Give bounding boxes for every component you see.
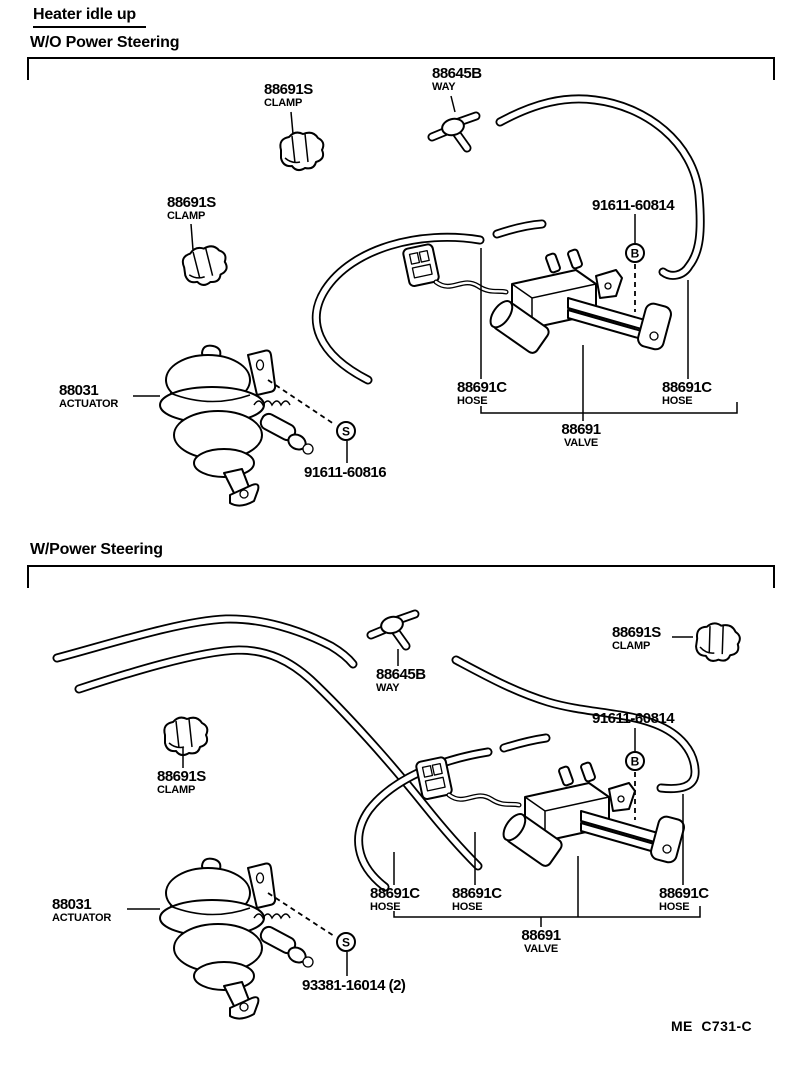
svg-text:S: S <box>341 935 351 950</box>
page-title: Heater idle up <box>33 6 146 28</box>
label-screw-s2: 93381-16014 (2) <box>302 977 406 994</box>
section1-heading: W/O Power Steering <box>30 34 180 51</box>
grommet-marker-b-s2 <box>626 752 644 770</box>
label-hose-left-s1: 88691C HOSE <box>457 379 507 407</box>
label-grommet-s1: 91611-60814 <box>592 197 675 214</box>
label-hose-right-s1: 88691C HOSE <box>662 379 712 407</box>
frame-top-section2 <box>28 566 774 588</box>
valve-assembly-s2 <box>415 754 685 869</box>
svg-text:B: B <box>630 754 640 769</box>
label-way-s1: 88645B WAY <box>432 65 482 93</box>
label-valve-s2: 88691 VALVE <box>521 927 561 955</box>
label-clamp-left-s2: 88691S CLAMP <box>157 768 206 796</box>
hose-right-s1 <box>500 99 700 275</box>
label-actuator-s2: 88031 ACTUATOR <box>52 896 112 924</box>
label-hose2-s2: 88691C HOSE <box>452 885 502 913</box>
svg-text:S: S <box>341 424 351 439</box>
clamp-icon-top-s1 <box>280 133 323 171</box>
screw-marker-s-s2 <box>337 933 355 951</box>
label-clamp-top-s1: 88691S CLAMP <box>264 81 313 109</box>
grommet-marker-b-s1 <box>626 244 644 262</box>
label-clamp-right-s2: 88691S CLAMP <box>612 624 661 652</box>
label-valve-s1: 88691 VALVE <box>561 421 601 449</box>
label-clamp-left-s1: 88691S CLAMP <box>167 194 216 222</box>
actuator-s1 <box>160 346 313 506</box>
three-way-icon-s2 <box>371 614 415 646</box>
frame-top-section1 <box>28 58 774 80</box>
drawing-code: ME C731-C <box>671 1018 753 1034</box>
clamp-icon-left-s1 <box>181 244 229 287</box>
actuator-s2 <box>160 859 313 1019</box>
label-hose3-s2: 88691C HOSE <box>659 885 709 913</box>
label-grommet-s2: 91611-60814 <box>592 710 675 727</box>
label-actuator-s1: 88031 ACTUATOR <box>59 382 119 410</box>
screw-marker-s-s1 <box>337 422 355 440</box>
label-hose1-s2: 88691C HOSE <box>370 885 420 913</box>
section2-heading: W/Power Steering <box>30 541 163 558</box>
label-way-s2: 88645B WAY <box>376 666 426 694</box>
three-way-icon-s1 <box>432 116 476 148</box>
clamp-icon-left-s2 <box>164 718 207 756</box>
section1-art <box>133 96 737 506</box>
label-screw-s1: 91611-60816 <box>304 464 387 481</box>
clamp-icon-right-s2 <box>694 621 742 664</box>
svg-text:B: B <box>630 246 640 261</box>
